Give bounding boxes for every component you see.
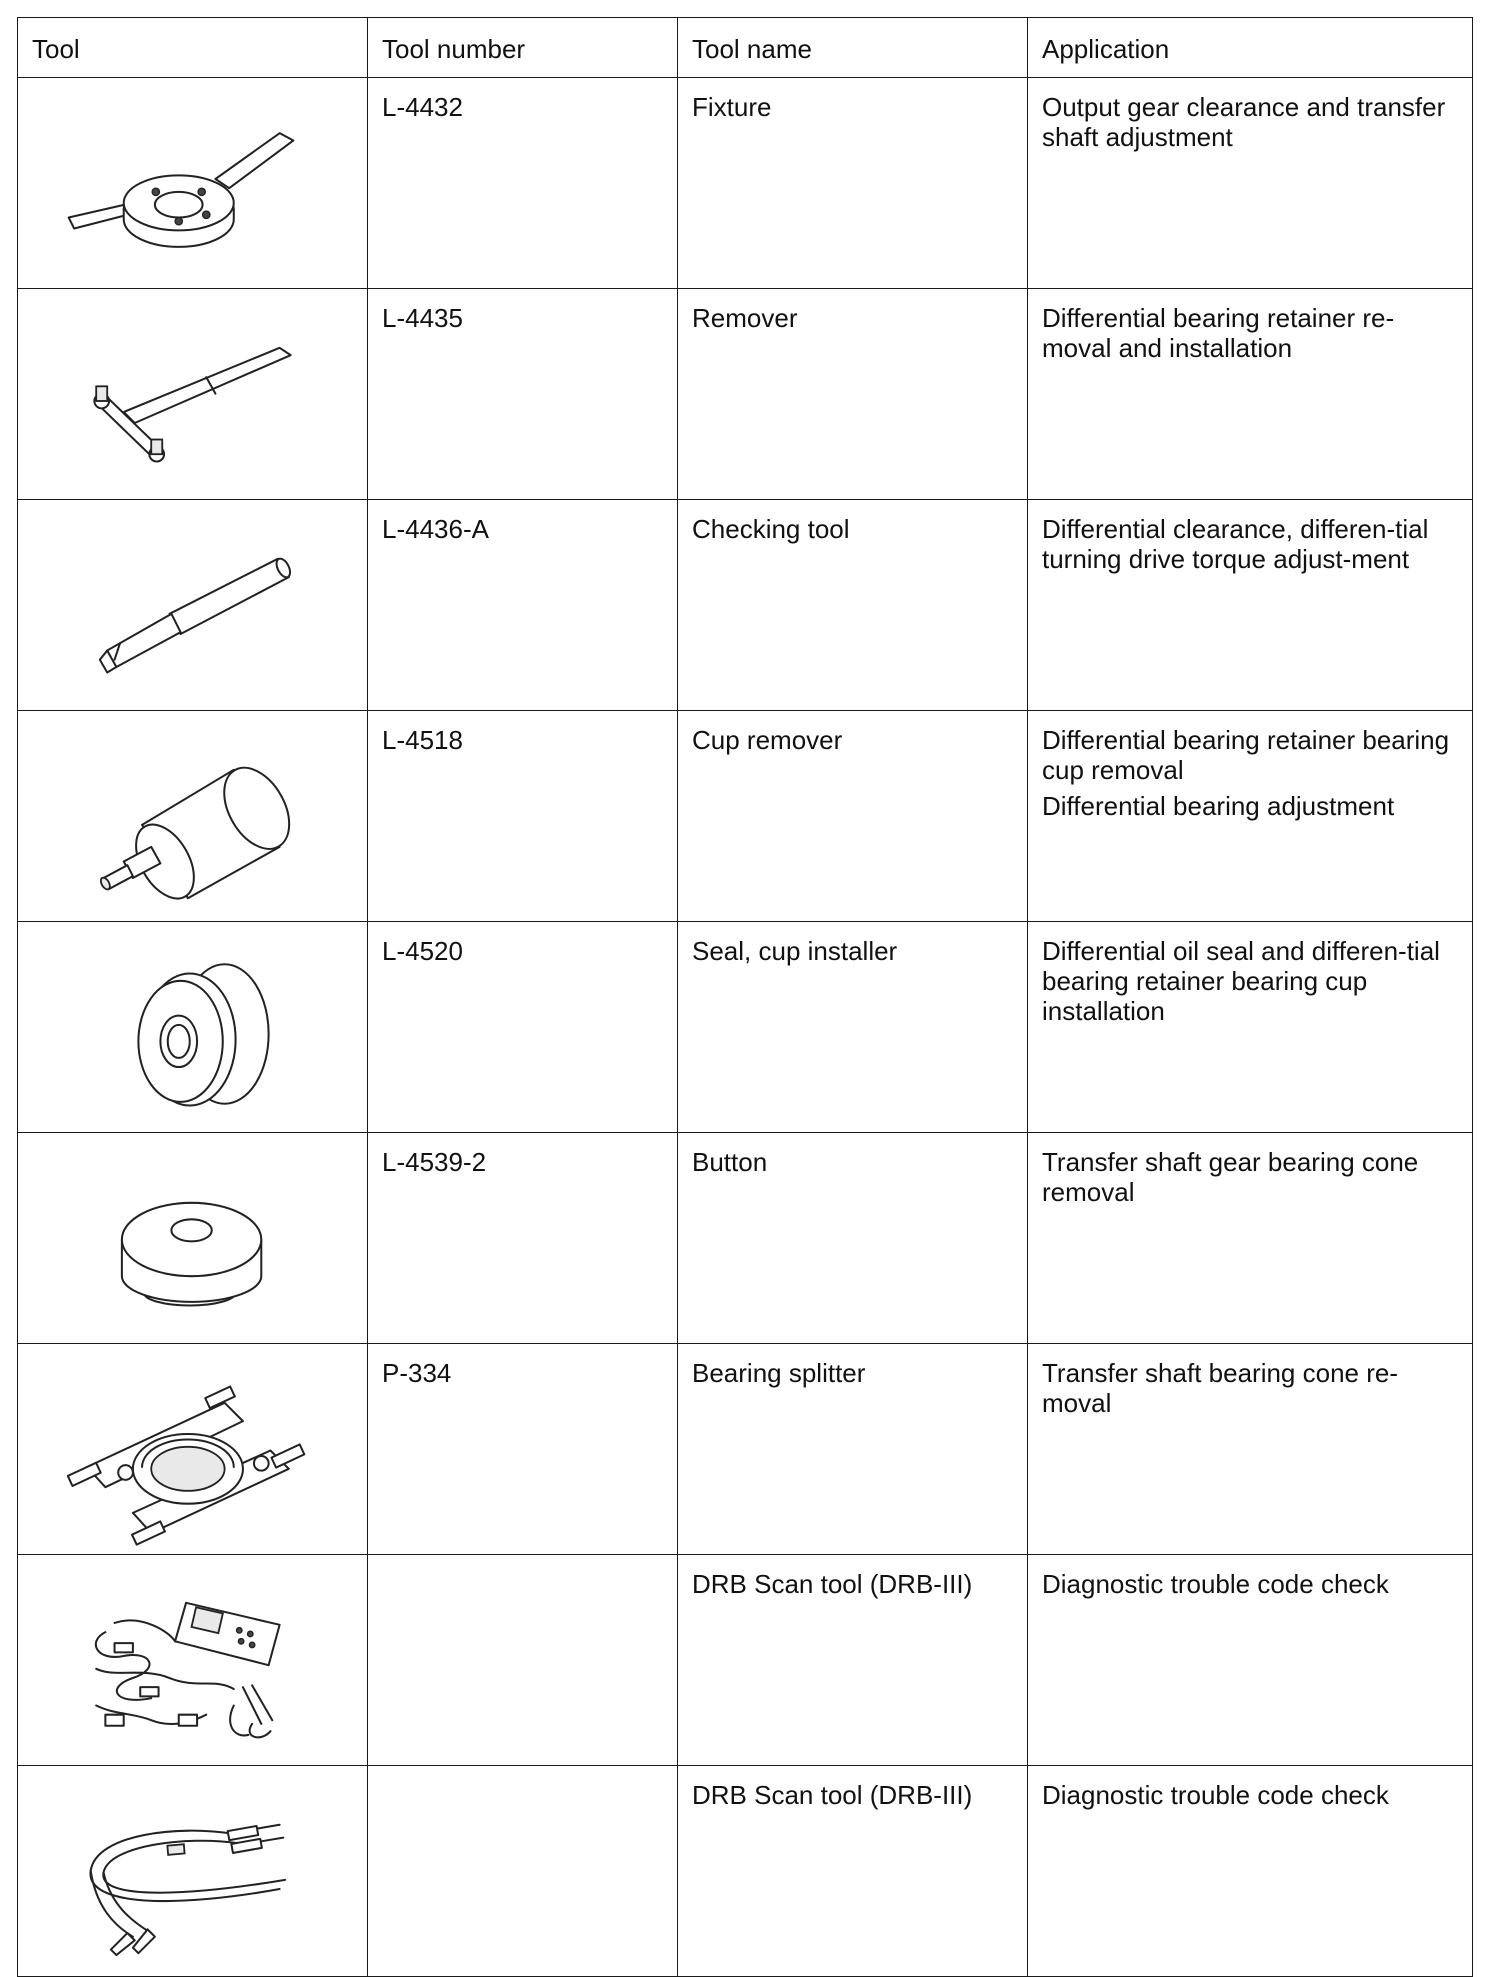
application-text: Differential bearing retainer re-moval and installation xyxy=(1042,303,1395,363)
application-text: Differential bearing retainer bearing cup removal xyxy=(1042,725,1450,785)
table-row xyxy=(18,1555,1473,1766)
header-tool: Tool xyxy=(18,18,368,78)
tool-number-cell xyxy=(368,1555,678,1766)
application-text: Differential bearing adjustment xyxy=(1042,791,1395,821)
tool-image-cell xyxy=(18,500,368,711)
tool-image-cell xyxy=(18,1766,368,1977)
header-tool-name: Tool name xyxy=(678,18,1028,78)
tool-image-cell xyxy=(18,711,368,922)
table-row xyxy=(18,289,1473,500)
fixture-icon xyxy=(32,92,353,288)
tool-image-cell xyxy=(18,1555,368,1766)
table-row xyxy=(18,500,1473,711)
table-row xyxy=(18,1344,1473,1555)
application-cell xyxy=(1028,922,1473,1133)
application-text: Transfer shaft gear bearing cone removal xyxy=(1042,1147,1419,1207)
tool-number-cell: L-4432 xyxy=(368,78,678,289)
tool-name-cell: Fixture xyxy=(678,78,1028,289)
special-tools-table xyxy=(17,17,1473,1977)
button-icon xyxy=(32,1147,353,1343)
test-lead-cable-icon xyxy=(32,1780,353,1976)
table-row xyxy=(18,711,1473,922)
application-text: Output gear clearance and transfer shaft adjustment xyxy=(1042,92,1446,152)
cup-remover-icon xyxy=(32,725,353,921)
drb-scan-tool-kit-icon xyxy=(32,1569,353,1765)
tool-number-cell: L-4518 xyxy=(368,711,678,922)
tool-name-cell: Button xyxy=(678,1133,1028,1344)
bearing-splitter-icon xyxy=(32,1358,353,1554)
tool-name-cell: DRB Scan tool (DRB-III) xyxy=(678,1766,1028,1977)
tool-number-cell: L-4435 xyxy=(368,289,678,500)
header-tool-number: Tool number xyxy=(368,18,678,78)
tool-image-cell xyxy=(18,78,368,289)
tool-name-cell: Cup remover xyxy=(678,711,1028,922)
application-text: Diagnostic trouble code check xyxy=(1042,1780,1389,1810)
table-row xyxy=(18,78,1473,289)
application-text: Transfer shaft bearing cone re-moval xyxy=(1042,1358,1398,1418)
tool-name-cell: Checking tool xyxy=(678,500,1028,711)
tool-name-cell: Bearing splitter xyxy=(678,1344,1028,1555)
tool-image-cell xyxy=(18,289,368,500)
application-cell xyxy=(1028,711,1473,922)
tool-number-cell: L-4520 xyxy=(368,922,678,1133)
checking-tool-icon xyxy=(32,514,353,710)
application-cell xyxy=(1028,289,1473,500)
header-row xyxy=(18,18,1473,78)
application-cell xyxy=(1028,500,1473,711)
table-row xyxy=(18,922,1473,1133)
tool-image-cell xyxy=(18,1344,368,1555)
application-cell xyxy=(1028,1766,1473,1977)
tool-number-cell: P-334 xyxy=(368,1344,678,1555)
tool-name-cell: Seal, cup installer xyxy=(678,922,1028,1133)
header-application: Application xyxy=(1028,18,1473,78)
tool-name-cell: Remover xyxy=(678,289,1028,500)
application-cell xyxy=(1028,1133,1473,1344)
table-row xyxy=(18,1133,1473,1344)
remover-icon xyxy=(32,303,353,499)
tool-image-cell xyxy=(18,1133,368,1344)
tool-image-cell xyxy=(18,922,368,1133)
application-cell xyxy=(1028,78,1473,289)
tool-number-cell xyxy=(368,1766,678,1977)
application-text: Diagnostic trouble code check xyxy=(1042,1569,1389,1599)
tool-number-cell: L-4436-A xyxy=(368,500,678,711)
application-cell xyxy=(1028,1344,1473,1555)
seal-cup-installer-icon xyxy=(32,936,353,1132)
application-text: Differential oil seal and differen-tial bearing retainer bearing cup installation xyxy=(1042,936,1440,1026)
application-cell xyxy=(1028,1555,1473,1766)
table-row xyxy=(18,1766,1473,1977)
tool-name-cell: DRB Scan tool (DRB-III) xyxy=(678,1555,1028,1766)
application-text: Differential clearance, differen-tial turning drive torque adjust-ment xyxy=(1042,514,1429,574)
tool-number-cell: L-4539-2 xyxy=(368,1133,678,1344)
